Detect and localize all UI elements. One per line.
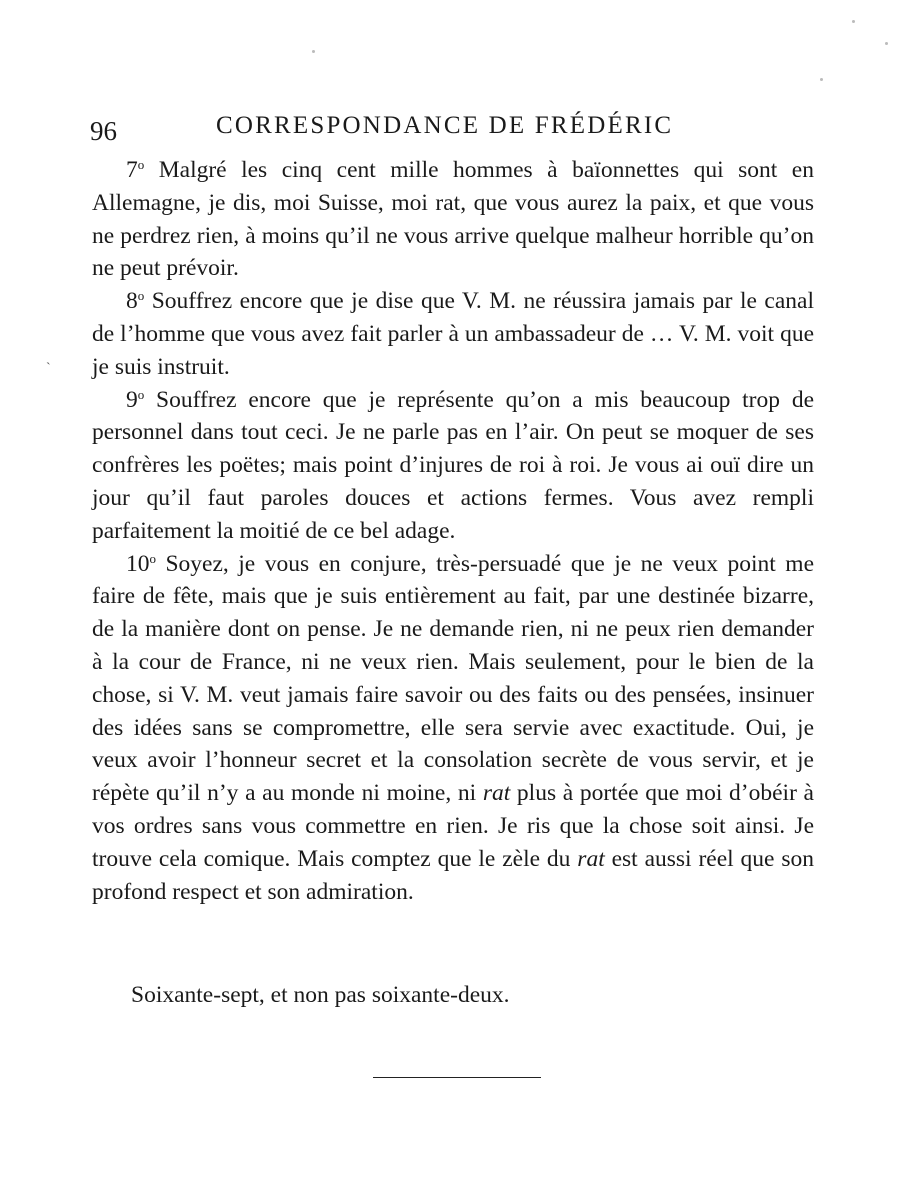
closing-line: Soixante-sept, et non pas soixante-deux. — [131, 982, 510, 1008]
section-divider — [373, 1077, 541, 1078]
paper-speck — [885, 42, 888, 45]
paper-speck — [820, 78, 823, 81]
body-text — [92, 154, 814, 908]
paragraph-number: 8 — [126, 288, 138, 315]
ordinal-mark: o — [137, 157, 145, 172]
paper-speck — [852, 20, 855, 23]
italic-word: rat — [577, 845, 605, 872]
page-header — [90, 112, 815, 146]
ordinal-mark: o — [137, 288, 145, 304]
paragraph-text: Souffrez encore que je dise que V. M. ne réussira jamais par le canal de l’homme que vous avez fait parler à un ambassadeur de … V. M. voit que je suis instruit. — [92, 288, 814, 380]
page-number: 96 — [90, 116, 117, 146]
paragraph-7 — [92, 154, 814, 285]
running-title: CORRESPONDANCE DE FRÉDÉRIC — [216, 112, 674, 139]
paragraph-number: 7 — [126, 157, 138, 183]
paragraph-text: Malgré les cinq cent mille hommes à baïonnettes qui sont en Allemagne, je dis, moi Suisse, moi rat, que vous aurez la paix, et que vous ne perdrez rien, à moins qu’il ne vous arrive quelque malheur horrible qu’on ne peut prévoir. — [92, 157, 814, 282]
italic-word: rat — [482, 780, 511, 807]
ordinal-mark: o — [149, 550, 156, 566]
paragraph-9 — [92, 384, 814, 548]
paragraph-text-part: est aussi réel que son profond respect et son admiration. — [92, 845, 814, 905]
paragraph-number: 10 — [126, 550, 150, 577]
paragraph-text: Souffrez encore que je représente qu’on a mis beaucoup trop de personnel dans tout ceci. Je ne parle pas en l’air. On peut se moquer de ses confrères les poëtes; mais point d’injures de roi à roi. Je vous ai ouï dire un jour qu’il faut paroles douces et actions fermes. Vous avez rempli parfaitement la moitié de ce bel adage. — [92, 386, 814, 544]
margin-mark: ` — [46, 361, 51, 376]
paragraph-10 — [92, 548, 814, 909]
paper-speck — [312, 50, 315, 53]
paragraph-text-part: plus à portée que moi d’obéir à vos ordres sans vous commettre en rien. Je ris que la chose soit ainsi. Je trouve cela comique. Mais comptez que le zèle du — [92, 780, 814, 872]
paragraph-number: 9 — [126, 386, 138, 413]
paragraph-text-part: Soyez, je vous en conjure, très-persuadé que je ne veux point me faire de fête, mais que je suis entièrement au fait, par une destinée bizarre, de la manière dont on pense. Je ne demande rien, ni ne peux rien demander à la cour de France, ni ne veux rien. Mais seulement, pour le bien de la chose, si V. M. veut jamais faire savoir ou des faits ou des pensées, insinuer des idées sans se compromettre, elle sera servie avec exactitude. Oui, je veux avoir l’honneur secret et la consolation secrète de vous servir, et je répète qu’il n’y a au monde ni moine, ni — [92, 550, 814, 807]
ordinal-mark: o — [137, 386, 145, 402]
paragraph-8 — [92, 285, 814, 383]
